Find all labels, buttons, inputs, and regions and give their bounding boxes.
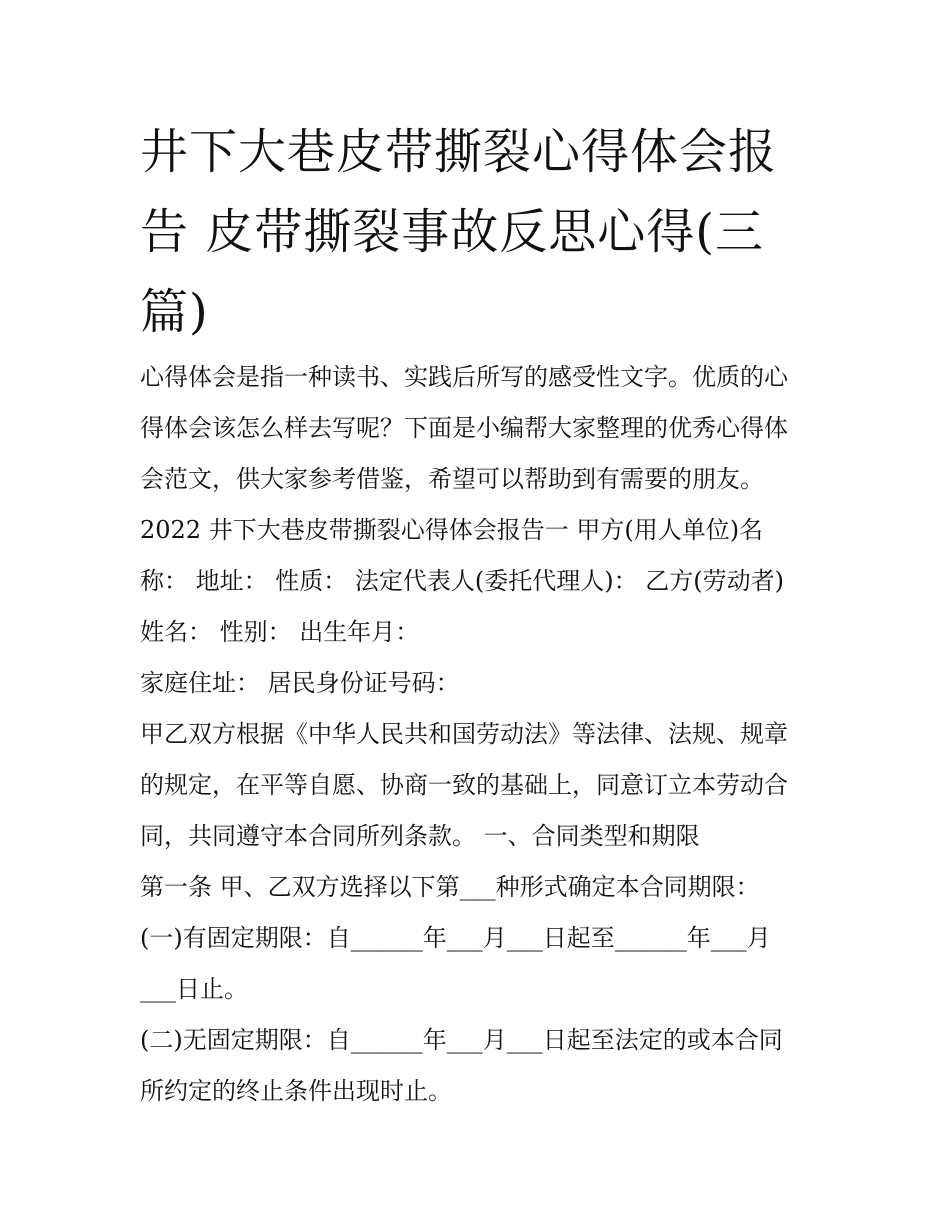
body-line: 称： 地址： 性质： 法定代表人(委托代理人)： 乙方(劳动者) — [140, 567, 784, 595]
title-line: 井下大巷皮带撕裂心得体会报 — [140, 124, 778, 180]
body-line: 的规定，在平等自愿、协商一致的基础上，同意订立本劳动合 — [140, 771, 788, 799]
body-line: 第一条 甲、乙双方选择以下第___种形式确定本合同期限： — [140, 873, 760, 901]
body-line: ___日止。 — [140, 975, 248, 1003]
body-line: 会范文，供大家参考借鉴，希望可以帮助到有需要的朋友。 — [140, 465, 764, 493]
body-line: (二)无固定期限：自______年___月___日起至法定的或本合同 — [140, 1026, 783, 1054]
body-line: 得体会该怎么样去写呢？下面是小编帮大家整理的优秀心得体 — [140, 414, 788, 442]
body-line: (一)有固定期限：自______年___月___日起至______年___月 — [140, 924, 771, 952]
body-line: 2022 井下大巷皮带撕裂心得体会报告一 甲方(用人单位)名 — [140, 516, 764, 544]
document-body — [140, 352, 820, 1117]
body-line: 所约定的终止条件出现时止。 — [140, 1077, 452, 1105]
body-line: 甲乙双方根据《中华人民共和国劳动法》等法律、法规、规章 — [140, 720, 788, 748]
title-line: 篇) — [140, 284, 209, 340]
title-line: 告 皮带撕裂事故反思心得(三 — [140, 204, 764, 260]
body-line: 姓名： 性别： 出生年月： — [140, 618, 420, 646]
document-title — [140, 112, 820, 352]
body-line: 家庭住址： 居民身份证号码： — [140, 669, 460, 697]
body-line: 同，共同遵守本合同所列条款。 一、合同类型和期限 — [140, 822, 700, 850]
body-line: 心得体会是指一种读书、实践后所写的感受性文字。优质的心 — [140, 363, 788, 391]
